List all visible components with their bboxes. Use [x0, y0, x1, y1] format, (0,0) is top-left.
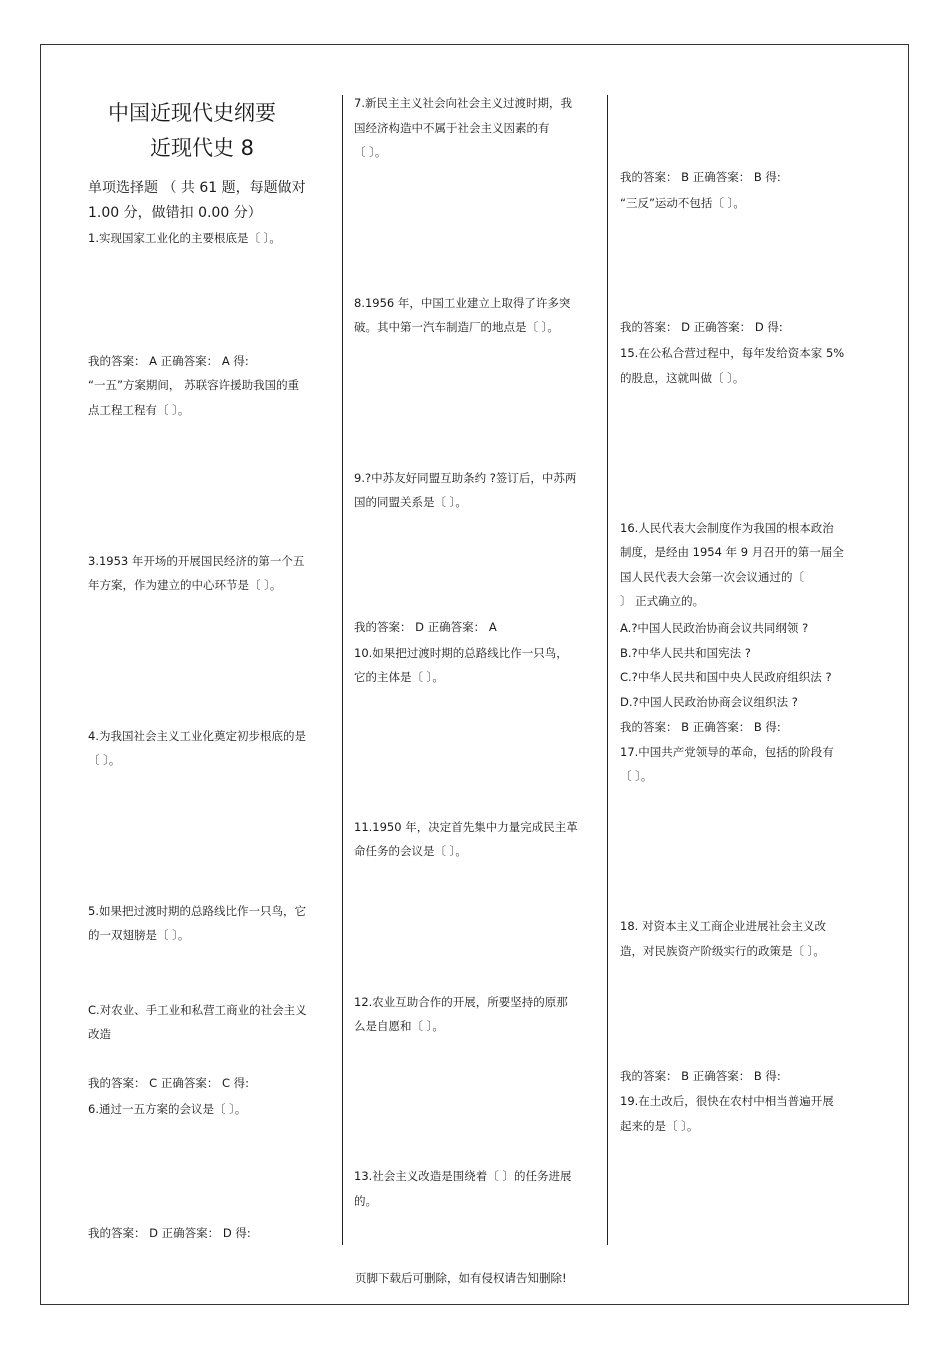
answer-line: 我的答案： D 正确答案： D 得: [88, 1226, 251, 1240]
section-heading-line1: 单项选择题 （ 共 61 题，每题做对 [88, 180, 306, 196]
question-7-line2: 国经济构造中不属于社会主义因素的有 [354, 121, 550, 135]
question-4-line2: 〔 〕。 [88, 753, 121, 767]
question-16-line2: 制度，是经由 1954 年 9 月召开的第一届全 [620, 545, 844, 559]
question-9-line2: 国的同盟关系是〔 〕。 [354, 495, 467, 509]
answer-line: 我的答案： B 正确答案： B 得: [620, 720, 781, 734]
question-3-line2: 年方案，作为建立的中心环节是〔 〕。 [88, 578, 282, 592]
question-1: 1.实现国家工业化的主要根底是〔 〕。 [88, 231, 281, 245]
question-14: “三反”运动不包括〔 〕。 [620, 196, 745, 210]
question-17-line2: 〔 〕。 [620, 769, 653, 783]
option-c: C.?中华人民共和国中央人民政府组织法 ? [620, 670, 832, 684]
answer-line: 我的答案： B 正确答案： B 得: [620, 170, 781, 184]
question-12-line2: 么是自愿和〔 〕。 [354, 1019, 444, 1033]
answer-line: 我的答案： D 正确答案： D 得: [620, 320, 783, 334]
question-18-line2: 造，对民族资产阶级实行的政策是〔 〕。 [620, 944, 825, 958]
question-7-line3: 〔 〕。 [354, 145, 387, 159]
section-heading-line2: 1.00 分，做错扣 0.00 分） [88, 205, 262, 221]
option-a: A.?中国人民政治协商会议共同纲领 ? [620, 621, 809, 635]
question-11-line1: 11.1950 年，决定首先集中力量完成民主革 [354, 820, 578, 834]
question-19-line2: 起来的是〔 〕。 [620, 1119, 699, 1133]
question-10-line1: 10.如果把过渡时期的总路线比作一只鸟， [354, 646, 568, 660]
question-6: 6.通过一五方案的会议是〔 〕。 [88, 1102, 247, 1116]
question-17-line1: 17.中国共产党领导的革命，包括的阶段有 [620, 745, 834, 759]
question-16-line3: 国人民代表大会第一次会议通过的〔 [620, 570, 804, 584]
question-16-line1: 16.人民代表大会制度作为我国的根本政治 [620, 521, 834, 535]
document-title: 中国近现代史纲要 [108, 101, 276, 125]
question-8-line2: 破。其中第一汽车制造厂的地点是〔 〕。 [354, 320, 559, 334]
question-15-line2: 的股息，这就叫做〔 〕。 [620, 371, 745, 385]
question-9-line1: 9.?中苏友好同盟互助条约 ?签订后，中苏两 [354, 471, 577, 485]
question-13-line2: 的。 [354, 1194, 377, 1208]
column-divider-1 [342, 95, 343, 1245]
option-c-line1: C.对农业、手工业和私营工商业的社会主义 [88, 1003, 307, 1017]
question-10-line2: 它的主体是〔 〕。 [354, 670, 444, 684]
question-16-line4: 〕 正式确立的。 [620, 594, 705, 608]
document-subtitle: 近现代史 8 [150, 136, 255, 160]
option-b: B.?中华人民共和国宪法 ? [620, 646, 751, 660]
question-2-line1: “一五”方案期间， 苏联容许援助我国的重 [88, 378, 300, 392]
question-4-line1: 4.为我国社会主义工业化奠定初步根底的是 [88, 729, 306, 743]
question-2-line2: 点工程工程有〔 〕。 [88, 403, 190, 417]
question-13-line1: 13.社会主义改造是围绕着〔 〕的任务进展 [354, 1169, 572, 1183]
column-divider-2 [607, 95, 608, 1245]
answer-line: 我的答案： B 正确答案： B 得: [620, 1069, 781, 1083]
question-15-line1: 15.在公私合营过程中，每年发给资本家 5% [620, 346, 845, 360]
question-7-line1: 7.新民主主义社会向社会主义过渡时期，我 [354, 96, 572, 110]
answer-line: 我的答案： D 正确答案： A [354, 620, 497, 634]
question-12-line1: 12.农业互助合作的开展，所要坚持的原那 [354, 995, 568, 1009]
question-8-line1: 8.1956 年，中国工业建立上取得了许多突 [354, 296, 571, 310]
question-19-line1: 19.在土改后，很快在农村中相当普遍开展 [620, 1094, 834, 1108]
answer-line: 我的答案： C 正确答案： C 得: [88, 1076, 250, 1090]
question-11-line2: 命任务的会议是〔 〕。 [354, 844, 467, 858]
answer-line: 我的答案： A 正确答案： A 得: [88, 354, 249, 368]
option-d: D.?中国人民政治协商会议组织法 ? [620, 695, 798, 709]
question-18-line1: 18. 对资本主义工商企业进展社会主义改 [620, 919, 826, 933]
question-5-line1: 5.如果把过渡时期的总路线比作一只鸟，它 [88, 904, 306, 918]
question-5-line2: 的一双翅膀是〔 〕。 [88, 928, 190, 942]
option-c-line2: 改造 [88, 1027, 111, 1041]
question-3-line1: 3.1953 年开场的开展国民经济的第一个五 [88, 554, 305, 568]
page-footer: 页脚下载后可删除，如有侵权请告知删除! [355, 1271, 567, 1285]
